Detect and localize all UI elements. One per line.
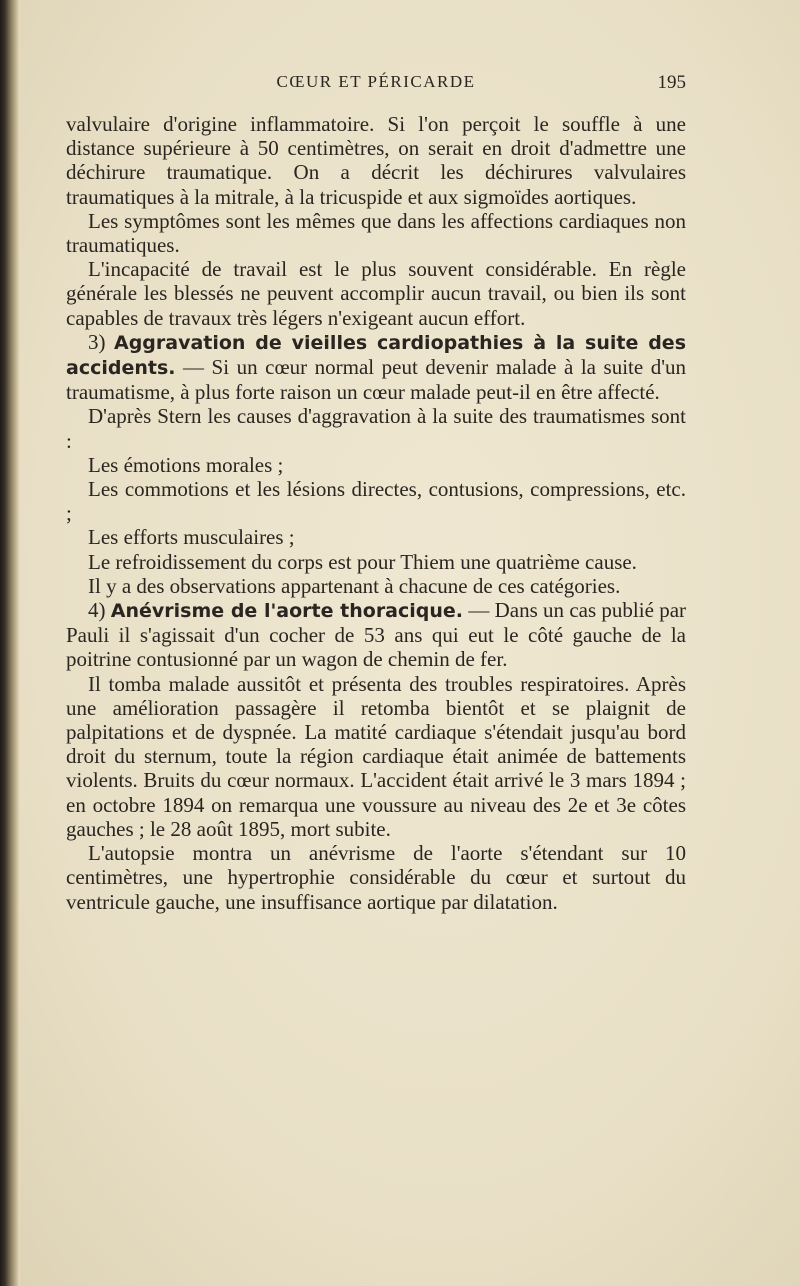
section-3-heading: Aggravation de vieilles cardiopathies à la suite des accidents. xyxy=(66,331,686,380)
list-item-commotions: Les commotions et les lésions directes, contusions, compressions, etc. ; xyxy=(66,477,686,526)
section-3 xyxy=(66,330,686,405)
paragraph-case-history: Il tomba malade aussitôt et présenta des troubles respiratoires. Après une amélioration passagère il retomba bientôt et se plaignit de palpitations et de dyspnée. La matité cardiaque s'étendait jusqu'au bord droit du sternum, toute la région cardiaque était animée de battements violents. Bruits du cœur normaux. L'accident était arrivé le 3 mars 1894 ; en octobre 1894 on remarqua une voussure au niveau des 2e et 3e côtes gauches ; le 28 août 1895, mort subite. xyxy=(66,671,686,841)
body-text xyxy=(66,112,686,914)
section-4 xyxy=(66,598,686,672)
paragraph-observations: Il y a des observations appartenant à chacune de ces catégories. xyxy=(88,573,621,598)
page-number: 195 xyxy=(657,72,686,93)
section-4-heading: Anévrisme de l'aorte thoracique. xyxy=(110,600,464,623)
running-title: CŒUR ET PÉRICARDE xyxy=(276,72,476,91)
paragraph-continuation: valvulaire d'origine inflammatoire. Si l'on perçoit le souffle à une distance supérieure à 50 centimètres, on serait en droit d'admettre une déchirure traumatique. On a décrit les déchirures valvulaires traumatiques à la mitrale, à la tricuspide et aux sigmoïdes aortiques. xyxy=(66,112,686,209)
book-spine-shadow xyxy=(0,0,20,1286)
list-item-emotions: Les émotions morales ; xyxy=(88,452,284,477)
paragraph-symptoms: Les symptômes sont les mêmes que dans les affections cardiaques non traumatiques. xyxy=(66,208,686,258)
paragraph-stern-causes: D'après Stern les causes d'aggravation à la suite des traumatismes sont : xyxy=(66,404,686,453)
section-3-text: — Si un cœur normal peut devenir malade à la suite d'un traumatisme, à plus forte raison un cœur malade peut-il en être affecté. xyxy=(66,355,686,405)
section-4-number: 4) xyxy=(88,598,106,623)
list-item-efforts: Les efforts musculaires ; xyxy=(88,525,295,550)
list-item-refroidissement: Le refroidissement du corps est pour Thiem une quatrième cause. xyxy=(88,549,637,574)
paragraph-incapacity: L'incapacité de travail est le plus souvent considérable. En règle générale les blessés ne peuvent accomplir aucun travail, ou bien ils sont capables de travaux très légers n'exigeant aucun effort. xyxy=(66,257,686,330)
paragraph-autopsy: L'autopsie montra un anévrisme de l'aorte s'étendant sur 10 centimètres, une hypertrophie considérable du cœur et surtout du ventricule gauche, une insuffisance aortique par dilatation. xyxy=(66,841,686,914)
section-3-number: 3) xyxy=(88,329,106,354)
running-header xyxy=(66,72,686,98)
section-4-text: — Dans un cas publié par Pauli il s'agissait d'un cocher de 53 ans qui eut le côté gauche de la poitrine contusionné par un wagon de chemin de fer. xyxy=(66,598,687,672)
